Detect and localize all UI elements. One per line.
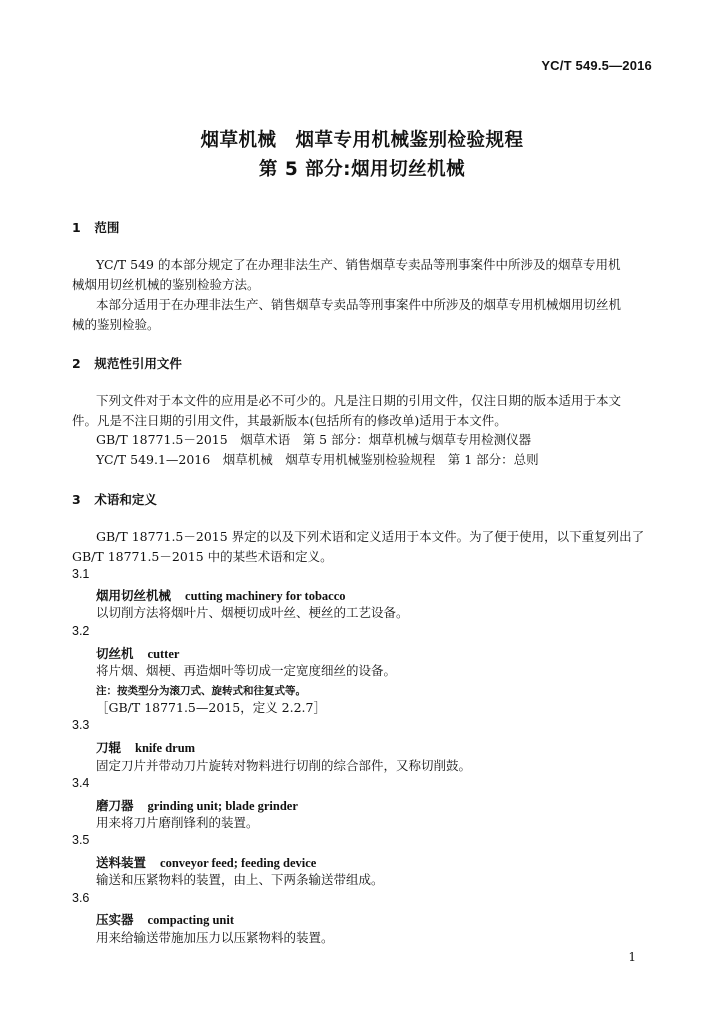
term-cn: 切丝机	[96, 646, 134, 661]
title-line-2: 第 5 部分:烟用切丝机械	[258, 159, 466, 180]
section-2-title: 规范性引用文件	[94, 356, 182, 371]
term-number: 3.5	[72, 833, 90, 847]
term-definition: 以切削方法将烟叶片、烟梗切成叶丝、梗丝的工艺设备。	[96, 605, 409, 620]
term-note: 注：按类型分为滚刀式、旋转式和往复式等。	[96, 685, 306, 697]
s1-p1-line2: 械烟用切丝机械的鉴别检验方法。	[72, 277, 260, 292]
page-number: 1	[628, 950, 636, 964]
s1-p1-line1: YC/T 549 的本部分规定了在办理非法生产、销售烟草专卖品等刑事案件中所涉及的烟草专用机	[96, 257, 621, 272]
term-definition: 用来给输送带施加压力以压紧物料的装置。	[96, 930, 334, 945]
title-line-1: 烟草机械 烟草专用机械鉴别检验规程	[200, 130, 524, 151]
section-1-number: 1	[72, 220, 81, 235]
term-number: 3.3	[72, 718, 90, 732]
s2-p1-line1: 下列文件对于本文件的应用是必不可少的。凡是注日期的引用文件，仅注日期的版本适用于本文	[96, 393, 622, 408]
term-title	[96, 738, 195, 756]
term-number: 3.1	[72, 567, 90, 581]
section-3-title: 术语和定义	[94, 492, 157, 507]
term-definition: 输送和压紧物料的装置，由上、下两条输送带组成。	[96, 872, 384, 887]
term-en: conveyor feed; feeding device	[160, 856, 317, 870]
term-title	[96, 796, 298, 814]
standard-code: YC/T 549.5—2016	[541, 58, 652, 73]
section-3-heading	[72, 490, 157, 508]
term-definition: 固定刀片并带动刀片旋转对物料进行切削的综合部件，又称切削鼓。	[96, 758, 472, 773]
term-definition: 将片烟、烟梗、再造烟叶等切成一定宽度细丝的设备。	[96, 663, 397, 678]
section-1-title: 范围	[94, 220, 120, 235]
term-source: ［GB/T 18771.5—2015，定义 2.2.7］	[96, 700, 326, 715]
term-cn: 压实器	[96, 912, 134, 927]
term-number: 3.2	[72, 624, 90, 638]
term-title	[96, 644, 179, 662]
section-2-heading	[72, 354, 182, 372]
term-en: knife drum	[135, 741, 196, 755]
section-2-number: 2	[72, 356, 81, 371]
term-title	[96, 586, 346, 604]
term-en: compacting unit	[147, 913, 234, 927]
term-en: cutter	[147, 647, 180, 661]
term-definition: 用来将刀片磨削锋利的装置。	[96, 815, 259, 830]
term-en: cutting machinery for tobacco	[185, 589, 346, 603]
term-cn: 刀辊	[96, 740, 122, 755]
s2-p1-line2: 件。凡是不注日期的引用文件，其最新版本(包括所有的修改单)适用于本文件。	[72, 413, 507, 428]
s3-intro-line1: GB/T 18771.5－2015 界定的以及下列术语和定义适用于本文件。为了便于使用，以下重复列出了	[96, 529, 645, 544]
term-cn: 送料装置	[96, 855, 147, 870]
term-cn: 磨刀器	[96, 798, 134, 813]
term-title	[96, 853, 316, 871]
section-3-number: 3	[72, 492, 81, 507]
s3-intro-line2: GB/T 18771.5－2015 中的某些术语和定义。	[72, 549, 333, 564]
s2-ref-1: GB/T 18771.5－2015 烟草术语 第 5 部分：烟草机械与烟草专用检测仪器	[96, 432, 532, 447]
term-title	[96, 910, 234, 928]
term-number: 3.6	[72, 891, 90, 905]
section-1-heading	[72, 218, 119, 236]
s1-p2-line2: 械的鉴别检验。	[72, 317, 160, 332]
term-en: grinding unit; blade grinder	[147, 799, 298, 813]
s2-ref-2: YC/T 549.1—2016 烟草机械 烟草专用机械鉴别检验规程 第 1 部分：总则	[96, 452, 539, 467]
term-cn: 烟用切丝机械	[96, 588, 172, 603]
term-number: 3.4	[72, 776, 90, 790]
s1-p2-line1: 本部分适用于在办理非法生产、销售烟草专卖品等刑事案件中所涉及的烟草专用机械烟用切丝机	[96, 297, 622, 312]
